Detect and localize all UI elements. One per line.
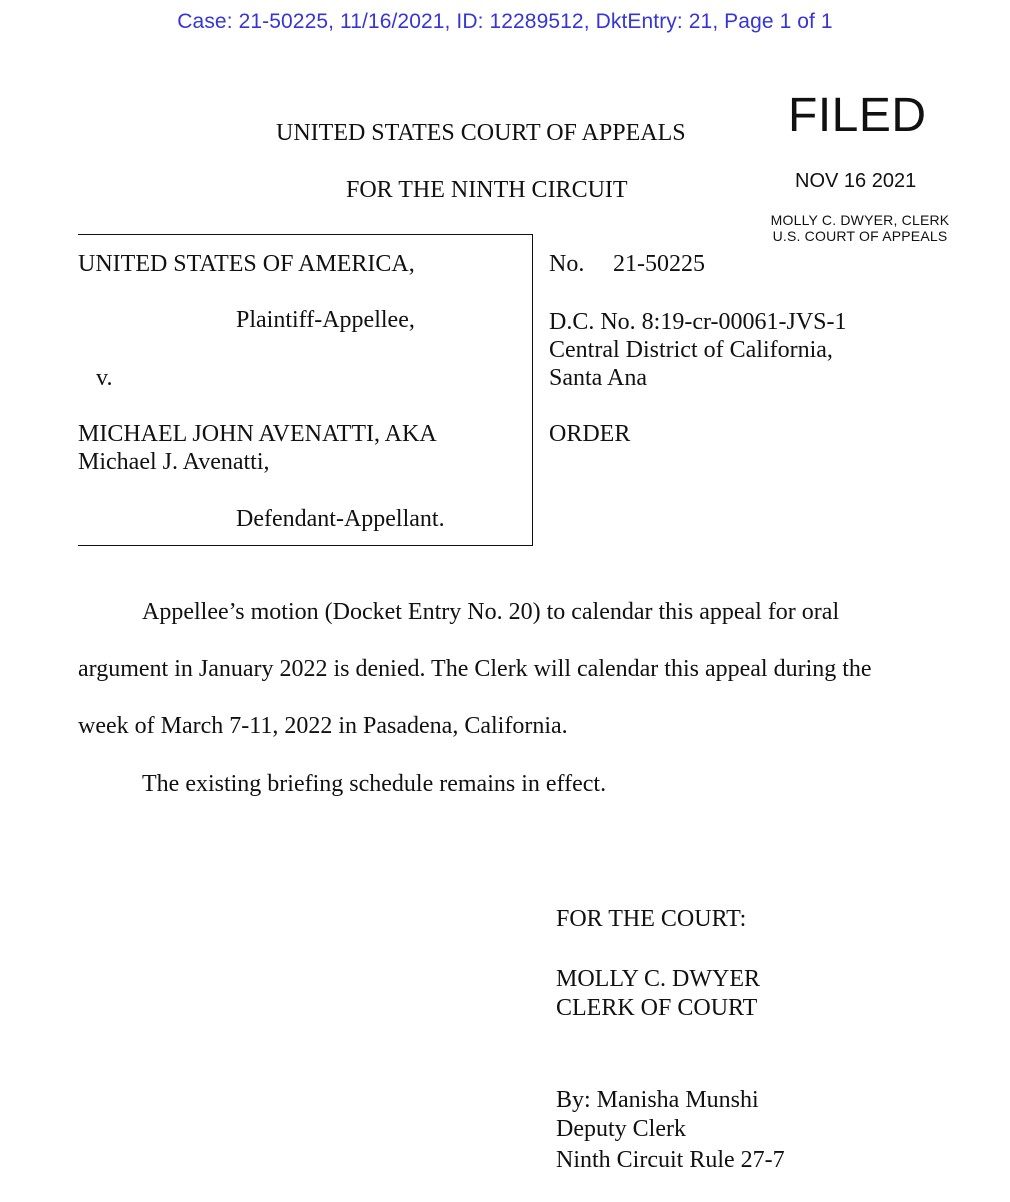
signature-clerk-name: MOLLY C. DWYER bbox=[556, 966, 761, 992]
filed-stamp-clerk-line-2: U.S. COURT OF APPEALS bbox=[772, 228, 948, 244]
caption-right-rule bbox=[532, 234, 533, 546]
court-title-line-2: FOR THE NINTH CIRCUIT bbox=[346, 177, 628, 203]
order-paragraph-2: The existing briefing schedule remains in effect. bbox=[142, 771, 607, 797]
filed-stamp-date: NOV 16 2021 bbox=[795, 170, 917, 192]
case-number-label: No. bbox=[549, 251, 585, 277]
order-paragraph-1-line-3: week of March 7-11, 2022 in Pasadena, California. bbox=[78, 713, 568, 739]
district-court-location: Santa Ana bbox=[549, 365, 647, 391]
caption-bottom-rule bbox=[78, 545, 533, 546]
signature-clerk-title: CLERK OF COURT bbox=[556, 995, 758, 1021]
filed-stamp-clerk-line-1: MOLLY C. DWYER, CLERK bbox=[770, 212, 950, 228]
court-title-line-1: UNITED STATES COURT OF APPEALS bbox=[276, 120, 686, 146]
versus-label: v. bbox=[96, 365, 113, 391]
docket-header-line: Case: 21-50225, 11/16/2021, ID: 12289512, DktEntry: 21, Page 1 of 1 bbox=[177, 10, 833, 33]
district-court-number: D.C. No. 8:19-cr-00061-JVS-1 bbox=[549, 309, 847, 335]
order-heading: ORDER bbox=[549, 421, 631, 447]
signature-by-line: By: Manisha Munshi bbox=[556, 1087, 759, 1113]
plaintiff-role: Plaintiff-Appellee, bbox=[236, 307, 415, 333]
order-paragraph-1-line-2: argument in January 2022 is denied. The Clerk will calendar this appeal during the bbox=[78, 656, 872, 682]
signature-for-court: FOR THE COURT: bbox=[556, 906, 747, 932]
district-court-name: Central District of California, bbox=[549, 337, 833, 363]
case-number-value: 21-50225 bbox=[613, 251, 705, 277]
order-paragraph-1-line-1: Appellee’s motion (Docket Entry No. 20) to calendar this appeal for oral bbox=[142, 599, 840, 625]
signature-rule-citation: Ninth Circuit Rule 27-7 bbox=[556, 1147, 785, 1173]
signature-deputy-title: Deputy Clerk bbox=[556, 1116, 686, 1142]
defendant-role: Defendant-Appellant. bbox=[236, 506, 445, 532]
filed-stamp-word: FILED bbox=[788, 89, 927, 142]
filed-stamp-clerk bbox=[750, 212, 970, 244]
defendant-name: MICHAEL JOHN AVENATTI, AKA bbox=[78, 421, 437, 447]
defendant-alias: Michael J. Avenatti, bbox=[78, 449, 270, 475]
caption-top-rule bbox=[78, 234, 533, 235]
plaintiff-name: UNITED STATES OF AMERICA, bbox=[78, 251, 415, 277]
